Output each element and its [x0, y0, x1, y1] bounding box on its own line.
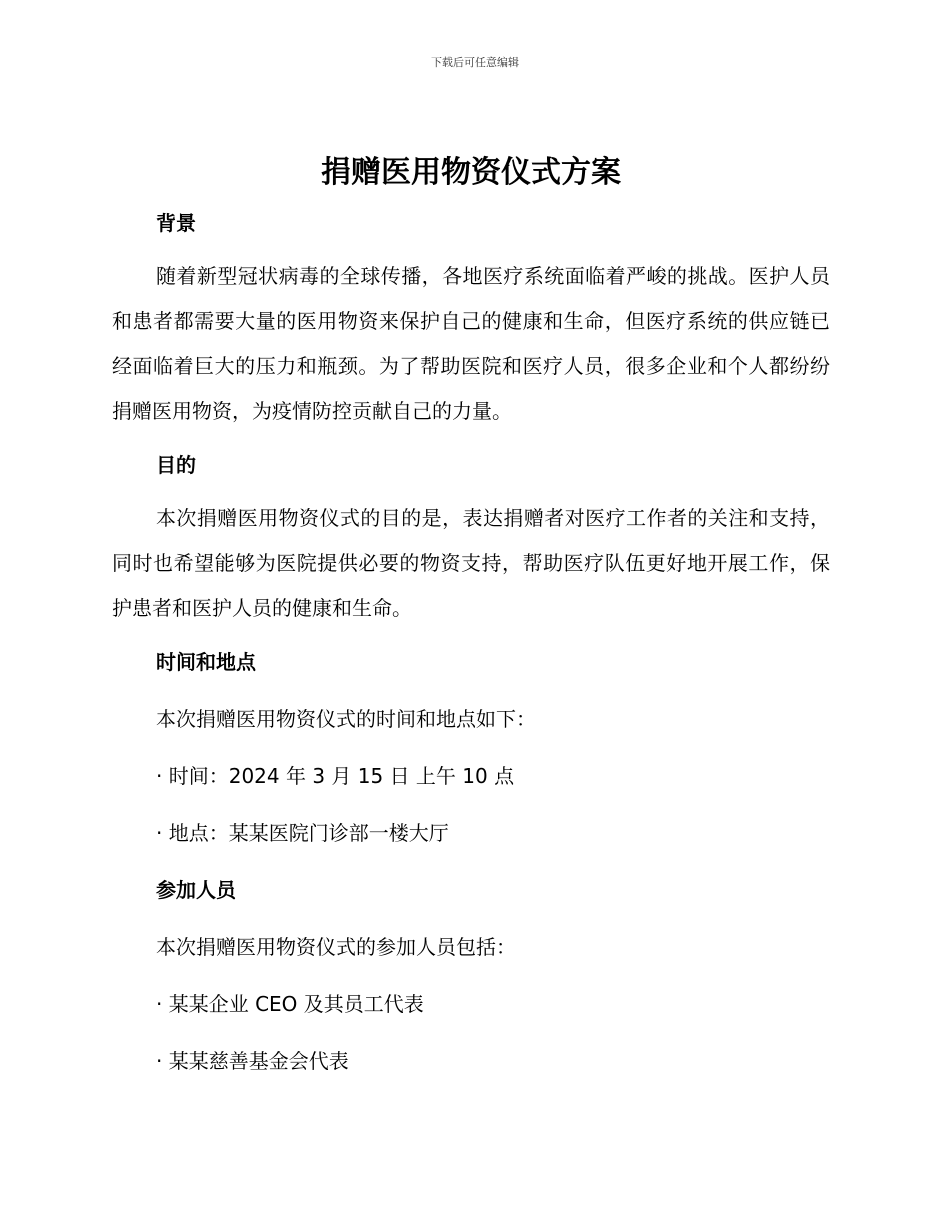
section-heading-purpose: 目的: [156, 453, 196, 477]
purpose-paragraph: 本次捐赠医用物资仪式的目的是，表达捐赠者对医疗工作者的关注和支持，同时也希望能够为医院提供必要的物资支持，帮助医疗队伍更好地开展工作，保护患者和医护人员的健康和生命。: [112, 506, 830, 620]
time-place-item-place: · 地点：某某医院门诊部一楼大厅: [156, 821, 449, 845]
section-heading-time-place: 时间和地点: [156, 650, 256, 674]
section-heading-participants: 参加人员: [156, 878, 236, 902]
background-paragraph: 随着新型冠状病毒的全球传播，各地医疗系统面临着严峻的挑战。医护人员和患者都需要大量的医用物资来保护自己的健康和生命，但医疗系统的供应链已经面临着巨大的压力和瓶颈。为了帮助医院和医疗人员，很多企业和个人都纷纷捐赠医用物资，为疫情防控贡献自己的力量。: [112, 264, 830, 423]
document-body: [112, 150, 830, 1076]
page-header-note: 下载后可任意编辑: [431, 56, 519, 69]
participants-item-foundation: · 某某慈善基金会代表: [156, 1049, 349, 1073]
participants-item-company: · 某某企业 CEO 及其员工代表: [156, 992, 424, 1016]
time-place-item-time: · 时间：2024 年 3 月 15 日 上午 10 点: [156, 764, 515, 788]
participants-intro: 本次捐赠医用物资仪式的参加人员包括：: [156, 935, 516, 959]
time-place-intro: 本次捐赠医用物资仪式的时间和地点如下：: [156, 707, 536, 731]
document-title: 捐赠医用物资仪式方案: [321, 155, 621, 190]
section-heading-background: 背景: [156, 211, 196, 235]
